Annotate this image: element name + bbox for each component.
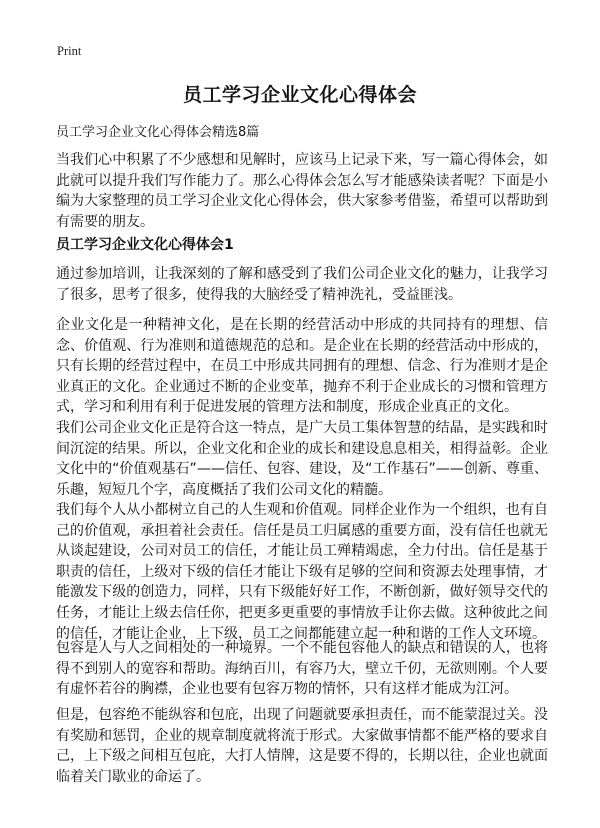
subtitle: 员工学习企业文化心得体会精选8篇 (56, 125, 260, 140)
intro-paragraph: 当我们心中积累了不少感想和见解时，应该马上记录下来，写一篇心得体会，如此就可以提升我们写作能力了。那么心得体会怎么写才能感染读者呢？下面是小编为大家整理的员工学习企业文化心得体会，供大家参考借鉴，希望可以帮助到有需要的朋友。 (56, 152, 548, 230)
page-title: 员工学习企业文化心得体会 (182, 84, 417, 106)
section-heading: 员工学习企业文化心得体会1 (56, 237, 234, 253)
body-paragraph: 我们公司企业文化正是符合这一特点，是广大员工集体智慧的结晶，是实践和时间沉淀的结果。所以，企业文化和企业的成长和建设息息相关，相得益彰。企业文化中的“价值观基石”——信任、包容、建设，及“工作基石”——创新、尊重、乐趣，短短几个字，高度概括了我们公司文化的精髓。 (56, 420, 548, 498)
body-paragraph: 我们每个人从小都树立自己的人生观和价值观。同样企业作为一个组织，也有自己的价值观，承担着社会责任。信任是员工归属感的重要方面，没有信任也就无从谈起建设，公司对员工的信任，才能让员工殚精竭虑，全力付出。信任是基于职责的信任，上级对下级的信任才能让下级有足够的空间和资源去处理事情，才能激发下级的创造力，同样，只有下级能好好工作，不断创新，做好领导交代的任务，才能让上级去信任你，把更多更重要的事情放手让你去做。这种彼此之间的信任，才能让企业，上下级，员工之间都能建立起一种和谐的工作人文环境。 (56, 502, 548, 642)
print-link[interactable]: Print (57, 44, 82, 58)
body-paragraph: 通过参加培训，让我深刻的了解和感受到了我们公司企业文化的魅力，让我学习了很多，思考了很多，使得我的大脑经受了精神洗礼，受益匪浅。 (56, 266, 548, 303)
body-paragraph: 但是，包容绝不能纵容和包庇，出现了问题就要承担责任，而不能蒙混过关。没有奖励和惩罚，企业的规章制度就将流于形式。大家做事情都不能严格的要求自己，上下级之间相互包庇，大打人情牌，这是要不得的，长期以往，企业也就面临着关门歇业的命运了。 (56, 707, 548, 785)
body-paragraph: 包容是人与人之间相处的一种境界。一个不能包容他人的缺点和错误的人，也将得不到别人的宽容和帮助。海纳百川，有容乃大，壁立千仞，无欲则刚。个人要有虚怀若谷的胸襟，企业也要有包容万物的情怀，只有这样才能成为江河。 (56, 640, 548, 698)
body-paragraph: 企业文化是一种精神文化，是在长期的经营活动中形成的共同持有的理想、信念、价值观、行为准则和道德规范的总和。是企业在长期的经营活动中形成的，只有长期的经营过程中，在员工中形成共同拥有的理想、信念、行为准则才是企业真正的文化。企业通过不断的企业变革，抛弃不利于企业成长的习惯和管理方式，学习和利用有利于促进发展的管理方法和制度，形成企业真正的文化。 (56, 317, 548, 416)
